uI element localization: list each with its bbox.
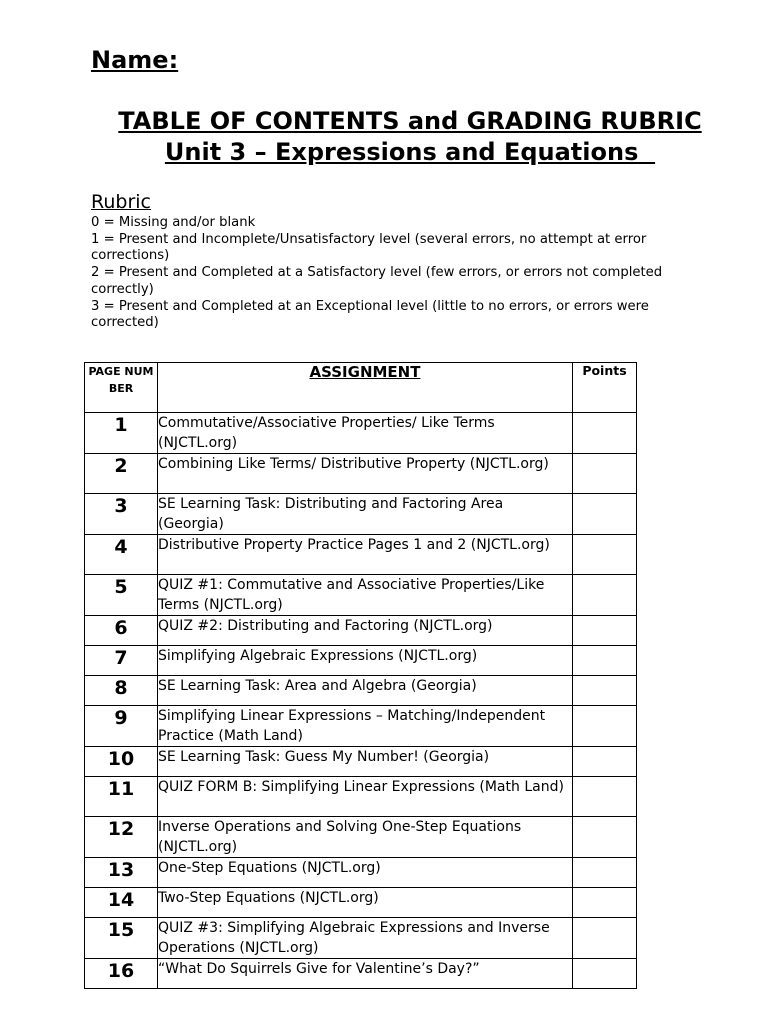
table-row xyxy=(85,413,637,454)
page-number-cell: 10 xyxy=(85,747,158,777)
header-assignment: ASSIGNMENT xyxy=(158,363,573,413)
points-cell[interactable] xyxy=(573,454,637,494)
assignment-cell: SE Learning Task: Distributing and Factoring Area (Georgia) xyxy=(158,494,573,535)
assignment-cell: Combining Like Terms/ Distributive Property (NJCTL.org) xyxy=(158,454,573,494)
table-row xyxy=(85,676,637,706)
points-cell[interactable] xyxy=(573,535,637,575)
page-number-cell: 2 xyxy=(85,454,158,494)
points-cell[interactable] xyxy=(573,413,637,454)
header-page-number: PAGE NUMBER xyxy=(85,363,158,413)
assignment-cell: QUIZ #3: Simplifying Algebraic Expressions and Inverse Operations (NJCTL.org) xyxy=(158,918,573,959)
assignment-cell: QUIZ #2: Distributing and Factoring (NJCTL.org) xyxy=(158,616,573,646)
points-cell[interactable] xyxy=(573,575,637,616)
points-cell[interactable] xyxy=(573,706,637,747)
table-row xyxy=(85,454,637,494)
points-cell[interactable] xyxy=(573,616,637,646)
title-line-2: Unit 3 – Expressions and Equations xyxy=(164,138,656,166)
points-cell[interactable] xyxy=(573,646,637,676)
table-row xyxy=(85,535,637,575)
table-row xyxy=(85,747,637,777)
points-cell[interactable] xyxy=(573,676,637,706)
assignments-table xyxy=(84,362,637,989)
page-number-cell: 12 xyxy=(85,817,158,858)
page-number-cell: 15 xyxy=(85,918,158,959)
assignment-cell: Distributive Property Practice Pages 1 and 2 (NJCTL.org) xyxy=(158,535,573,575)
page-number-cell: 9 xyxy=(85,706,158,747)
page-number-cell: 6 xyxy=(85,616,158,646)
assignment-cell: SE Learning Task: Guess My Number! (Georgia) xyxy=(158,747,573,777)
table-row xyxy=(85,494,637,535)
assignment-cell: Simplifying Algebraic Expressions (NJCTL.org) xyxy=(158,646,573,676)
points-cell[interactable] xyxy=(573,858,637,888)
table-row xyxy=(85,646,637,676)
assignment-cell: Simplifying Linear Expressions – Matching/Independent Practice (Math Land) xyxy=(158,706,573,747)
table-row xyxy=(85,858,637,888)
table-row xyxy=(85,918,637,959)
points-cell[interactable] xyxy=(573,918,637,959)
assignment-cell: QUIZ #1: Commutative and Associative Properties/Like Terms (NJCTL.org) xyxy=(158,575,573,616)
table-row xyxy=(85,817,637,858)
points-cell[interactable] xyxy=(573,777,637,817)
table-row xyxy=(85,888,637,918)
assignment-cell: Two-Step Equations (NJCTL.org) xyxy=(158,888,573,918)
rubric-line-0: 0 = Missing and/or blank xyxy=(91,215,256,230)
page-number-cell: 13 xyxy=(85,858,158,888)
rubric-line-3: 3 = Present and Completed at an Exceptional level (little to no errors, or errors were corrected) xyxy=(91,298,649,331)
points-cell[interactable] xyxy=(573,888,637,918)
rubric-section xyxy=(91,190,701,332)
table-row xyxy=(85,706,637,747)
rubric-line-1: 1 = Present and Incomplete/Unsatisfactory level (several errors, no attempt at error corrections) xyxy=(91,231,647,264)
rubric-line-2: 2 = Present and Completed at a Satisfactory level (few errors, or errors not completed correctly) xyxy=(91,265,663,297)
page-number-cell: 3 xyxy=(85,494,158,535)
assignment-cell: SE Learning Task: Area and Algebra (Georgia) xyxy=(158,676,573,706)
page-number-cell: 5 xyxy=(85,575,158,616)
assignment-cell: Commutative/Associative Properties/ Like Terms (NJCTL.org) xyxy=(158,413,573,454)
assignment-cell: “What Do Squirrels Give for Valentine’s Day?” xyxy=(158,959,573,989)
page-number-cell: 16 xyxy=(85,959,158,989)
page-number-cell: 7 xyxy=(85,646,158,676)
header-points: Points xyxy=(573,363,637,413)
table-row xyxy=(85,777,637,817)
assignment-cell: Inverse Operations and Solving One-Step Equations (NJCTL.org) xyxy=(158,817,573,858)
points-cell[interactable] xyxy=(573,959,637,989)
name-label: Name: xyxy=(91,46,179,74)
points-cell[interactable] xyxy=(573,817,637,858)
page-number-cell: 4 xyxy=(85,535,158,575)
page-number-cell: 14 xyxy=(85,888,158,918)
page-number-cell: 1 xyxy=(85,413,158,454)
table-row xyxy=(85,575,637,616)
title-line-1: TABLE OF CONTENTS and GRADING RUBRIC xyxy=(118,107,702,135)
points-cell[interactable] xyxy=(573,747,637,777)
assignment-cell: QUIZ FORM B: Simplifying Linear Expressions (Math Land) xyxy=(158,777,573,817)
table-row xyxy=(85,959,637,989)
table-row xyxy=(85,616,637,646)
assignment-cell: One-Step Equations (NJCTL.org) xyxy=(158,858,573,888)
points-cell[interactable] xyxy=(573,494,637,535)
rubric-heading: Rubric xyxy=(91,191,151,213)
page-number-cell: 11 xyxy=(85,777,158,817)
table-header-row xyxy=(85,363,637,413)
document-title xyxy=(60,106,760,168)
page-number-cell: 8 xyxy=(85,676,158,706)
